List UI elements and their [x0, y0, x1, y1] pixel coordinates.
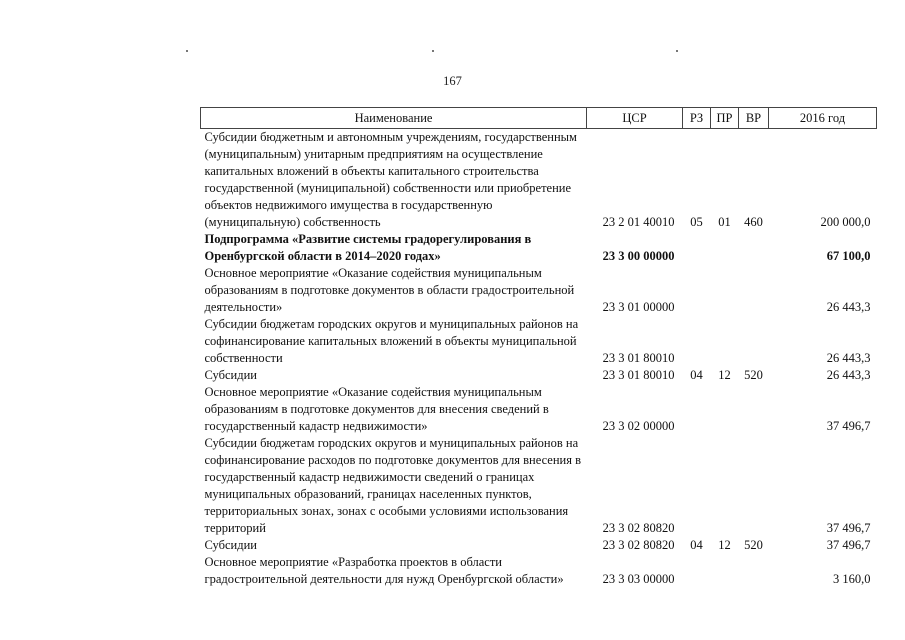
row-vr: 520	[744, 538, 763, 552]
row-amount: 37 496,7	[826, 521, 871, 535]
row-amount: 26 443,3	[826, 300, 871, 314]
table-row	[201, 316, 877, 367]
row-rz	[683, 554, 711, 588]
row-name: Основное мероприятие «Оказание содействия муниципальным образованиям в подготовке документов для внесения сведений в государственный кадастр недвижимости»	[204, 385, 549, 433]
row-pr	[711, 231, 739, 265]
row-name: Подпрограмма «Развитие системы градорегулирования в Оренбургской области в 2014–2020 годах»	[204, 232, 532, 263]
row-pr	[711, 554, 739, 588]
row-vr	[739, 435, 769, 537]
table-row	[201, 537, 877, 554]
row-csr: 23 3 01 00000	[602, 300, 675, 314]
row-pr: 12	[718, 538, 731, 552]
row-rz	[683, 384, 711, 435]
header-year: 2016 год	[769, 108, 877, 129]
row-rz	[683, 265, 711, 316]
row-amount: 26 443,3	[826, 368, 871, 382]
row-name: Основное мероприятие «Разработка проектов в области градостроительной деятельности для нужд Оренбургской области»	[204, 555, 564, 586]
row-vr	[739, 384, 769, 435]
row-pr	[711, 435, 739, 537]
row-csr: 23 2 01 40010	[602, 215, 675, 229]
page-number: 167	[443, 74, 462, 88]
row-csr: 23 3 01 80010	[602, 351, 675, 365]
row-name: Субсидии бюджетам городских округов и муниципальных районов на софинансирование капитальных вложений в объекты муниципальной собственности	[204, 317, 579, 365]
budget-table	[200, 107, 877, 588]
row-name: Субсидии	[204, 368, 257, 382]
row-vr	[739, 265, 769, 316]
row-amount: 37 496,7	[826, 538, 871, 552]
table-row	[201, 367, 877, 384]
table-row	[201, 554, 877, 588]
row-rz: 04	[690, 538, 703, 552]
row-pr	[711, 265, 739, 316]
row-pr: 01	[718, 215, 731, 229]
header-vr: ВР	[739, 108, 769, 129]
row-vr: 460	[744, 215, 763, 229]
table-header-row	[201, 108, 877, 129]
row-name: Субсидии бюджетным и автономным учреждениям, государственным (муниципальным) унитарным предприятиям на осуществление капитальных вложений в объекты капитального строительства государственной (муниципальной) собственности или приобретение объектов недвижимого имущества в государственную (муниципальную) собственность	[204, 130, 577, 229]
row-rz	[683, 316, 711, 367]
row-amount: 67 100,0	[826, 249, 871, 263]
table-row	[201, 384, 877, 435]
row-name: Субсидии бюджетам городских округов и муниципальных районов на софинансирование расходов по подготовке документов для внесения в государственный кадастр недвижимости сведений о границах муниципальных образований, границах населенных пунктов, территориальных зонах, зонах с особыми условиями использования территорий	[204, 436, 582, 535]
row-amount: 200 000,0	[820, 215, 871, 229]
header-csr: ЦСР	[587, 108, 683, 129]
table-row	[201, 265, 877, 316]
row-pr	[711, 316, 739, 367]
header-pr: ПР	[711, 108, 739, 129]
row-name: Основное мероприятие «Оказание содействия муниципальным образованиям в подготовке документов в области градостроительной деятельности»	[204, 266, 575, 314]
table-row	[201, 435, 877, 537]
table-row	[201, 129, 877, 232]
row-rz: 05	[690, 215, 703, 229]
row-csr: 23 3 02 00000	[602, 419, 675, 433]
row-rz: 04	[690, 368, 703, 382]
row-name: Субсидии	[204, 538, 257, 552]
row-pr	[711, 384, 739, 435]
row-amount: 3 160,0	[833, 572, 871, 586]
row-pr: 12	[718, 368, 731, 382]
row-csr: 23 3 03 00000	[602, 572, 675, 586]
row-vr	[739, 231, 769, 265]
row-csr: 23 3 00 00000	[602, 249, 675, 263]
row-vr	[739, 554, 769, 588]
table-row	[201, 231, 877, 265]
row-rz	[683, 231, 711, 265]
row-rz	[683, 435, 711, 537]
row-csr: 23 3 02 80820	[602, 521, 675, 535]
scan-speck	[432, 50, 434, 52]
row-vr: 520	[744, 368, 763, 382]
row-amount: 26 443,3	[826, 351, 871, 365]
header-name: Наименование	[201, 108, 587, 129]
header-rz: РЗ	[683, 108, 711, 129]
scan-speck	[676, 50, 678, 52]
row-csr: 23 3 02 80820	[602, 538, 675, 552]
row-vr	[739, 316, 769, 367]
row-amount: 37 496,7	[826, 419, 871, 433]
scan-speck	[186, 50, 188, 52]
row-csr: 23 3 01 80010	[602, 368, 675, 382]
